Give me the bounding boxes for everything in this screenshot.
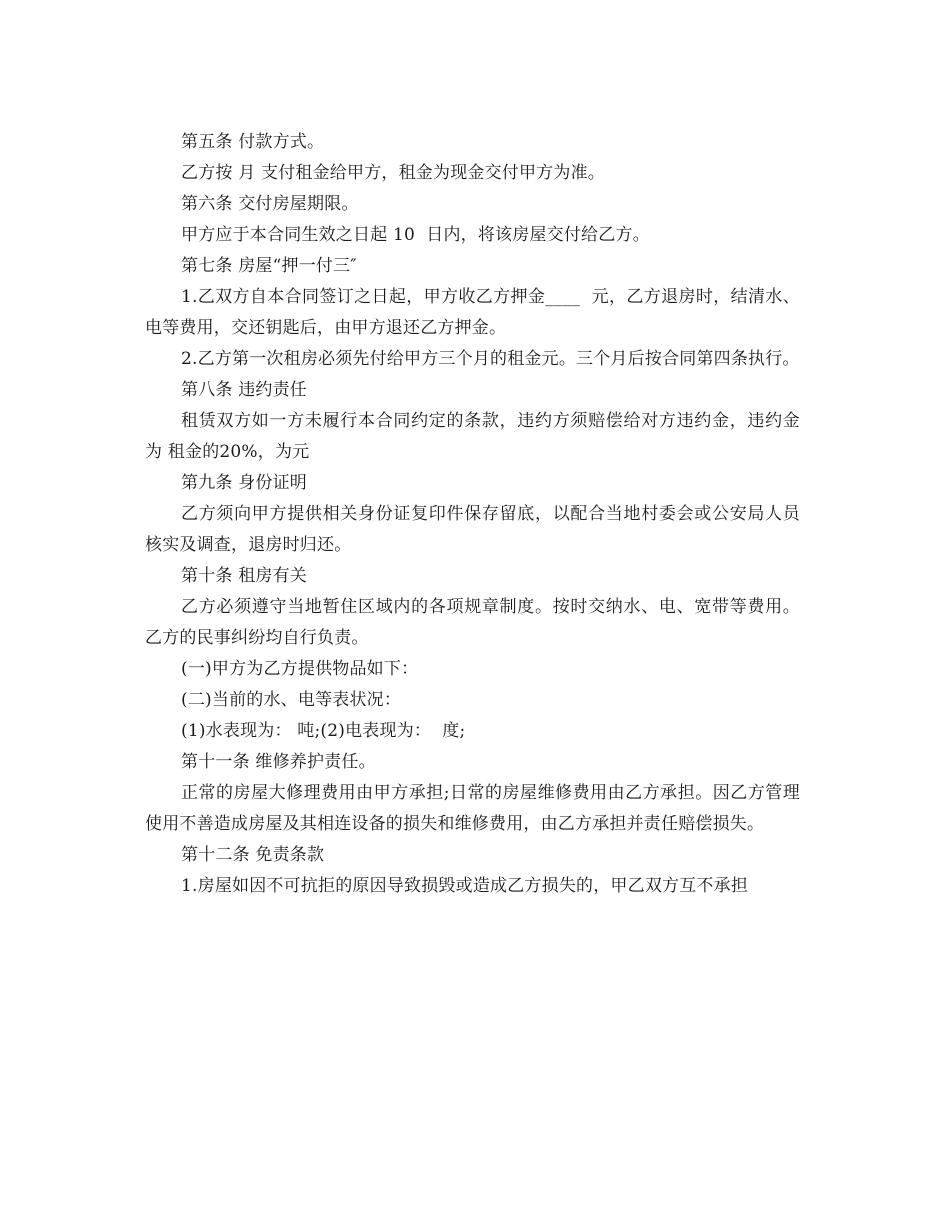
clause-10-item-2: (二)当前的水、电等表状况：: [181, 690, 402, 710]
clause-7-heading: 第七条 房屋“押一付三″: [181, 256, 357, 276]
clause-8-text: 租赁双方如一方未履行本合同约定的条款，违约方须赔偿给对方违约金，违约金为 租金的20%，为元: [145, 411, 800, 462]
contract-body: [145, 127, 800, 902]
clause-9-heading: 第九条 身份证明: [181, 473, 308, 493]
clause-5-text: 乙方按 月 支付租金给甲方，租金为现金交付甲方为准。: [181, 163, 606, 183]
clause-7-item-2: 2.乙方第一次租房必须先付给甲方三个月的租金元。三个月后按合同第四条执行。: [181, 349, 800, 369]
clause-5-heading: 第五条 付款方式。: [181, 132, 325, 152]
clause-11-text: 正常的房屋大修理费用由甲方承担;日常的房屋维修费用由乙方承担。因乙方管理使用不善造成房屋及其相连设备的损失和维修费用，由乙方承担并责任赔偿损失。: [145, 783, 800, 834]
clause-7-item-1: 1.乙双方自本合同签订之日起，甲方收乙方押金____ 元，乙方退房时，结清水、电等费用，交还钥匙后，由甲方退还乙方押金。: [145, 287, 800, 338]
clause-9-text: 乙方须向甲方提供相关身份证复印件保存留底，以配合当地村委会或公安局人员核实及调查，退房时归还。: [145, 504, 800, 555]
clause-11-heading: 第十一条 维修养护责任。: [181, 752, 376, 772]
clause-10-item-1: (一)甲方为乙方提供物品如下：: [181, 659, 419, 679]
meter-readings: (1)水表现为： 吨;(2)电表现为： 度;: [181, 721, 466, 741]
clause-12-heading: 第十二条 免责条款: [181, 845, 325, 865]
clause-6-text: 甲方应于本合同生效之日起 10 日内，将该房屋交付给乙方。: [181, 225, 650, 245]
clause-6-heading: 第六条 交付房屋期限。: [181, 194, 359, 214]
clause-10-heading: 第十条 租房有关: [181, 566, 308, 586]
clause-10-text: 乙方必须遵守当地暂住区域内的各项规章制度。按时交纳水、电、宽带等费用。乙方的民事纠纷均自行负责。: [145, 597, 800, 648]
clause-8-heading: 第八条 违约责任: [181, 380, 308, 400]
clause-12-item-1: 1.房屋如因不可抗拒的原因导致损毁或造成乙方损失的，甲乙双方互不承担: [181, 876, 749, 896]
